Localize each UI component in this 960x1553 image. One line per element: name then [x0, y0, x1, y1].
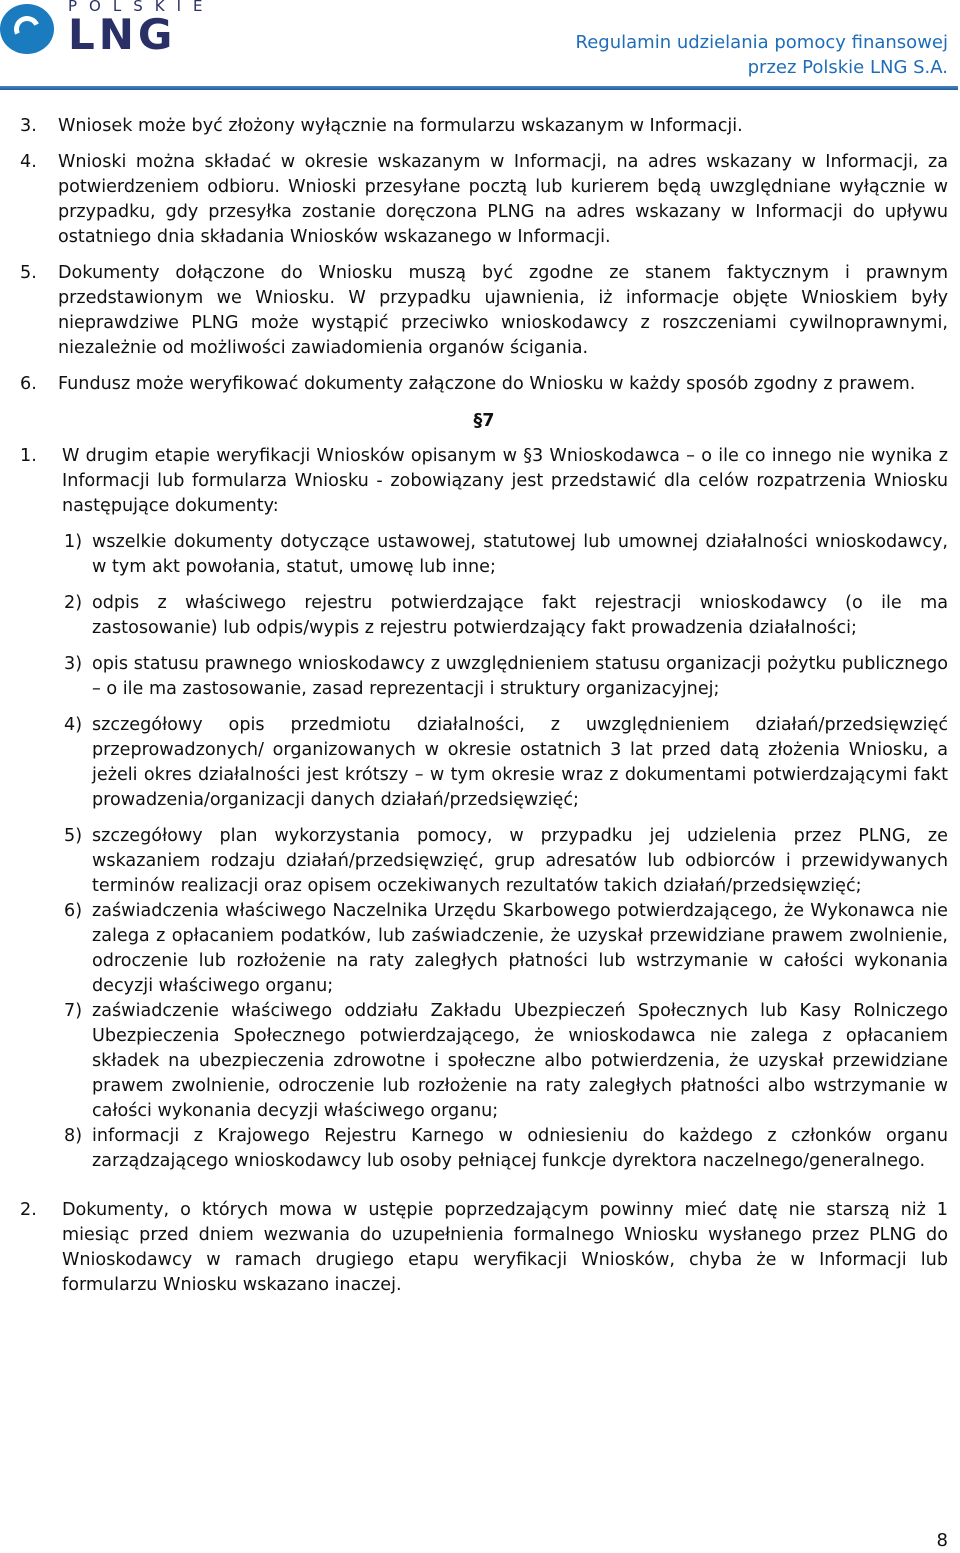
paragraph-3	[20, 114, 948, 139]
list-item	[20, 999, 948, 1124]
section7-point-2	[20, 1198, 948, 1298]
list-item	[20, 824, 948, 899]
list-item-text: odpis z właściwego rejestru potwierdzające fakt rejestracji wnioskodawcy (o ile ma zastosowanie) lub odpis/wypis z rejestru potwierdzający fakt prowadzenia działalności;	[92, 593, 948, 638]
paragraph-number: 2.	[20, 1200, 37, 1220]
logo-text-top: POLSKIE	[68, 0, 215, 15]
paragraph-text: Dokumenty dołączone do Wniosku muszą być zgodne ze stanem faktycznym i prawnym przedstawionym we Wniosku. W przypadku ujawnienia, iż informacje objęte Wnioskiem były nieprawdziwe PLNG może wystąpić przeciwko wnioskodawcy z roszczeniami cywilnoprawnymi, niezależnie od możliwości zawiadomienia organów ścigania.	[58, 263, 948, 358]
list-item-number: 1)	[64, 532, 83, 552]
document-title-line-2: przez Polskie LNG S.A.	[747, 57, 948, 78]
paragraph-text: Wniosek może być złożony wyłącznie na formularzu wskazanym w Informacji.	[58, 116, 743, 136]
paragraph-number: 1.	[20, 446, 37, 466]
list-item	[20, 713, 948, 813]
paragraph-number: 6.	[20, 374, 37, 394]
page-number: 8	[936, 1530, 948, 1551]
logo-text-main: LNG	[68, 10, 177, 59]
list-item-text: zaświadczenie właściwego oddziału Zakładu Ubezpieczeń Społecznych lub Kasy Rolniczego Ubezpieczenia Społecznego potwierdzającego, że wnioskodawca nie zalega z opłacaniem składek na ubezpieczenia zdrowotne i społeczne albo potwierdzenia, że uzyskał przewidziane prawem zwolnienie, odroczenie lub rozłożenie na raty zaległych płatności albo wstrzymanie w całości wykonania decyzji właściwego organu;	[92, 1001, 948, 1121]
list-item-text: szczegółowy opis przedmiotu działalności, z uwzględnieniem działań/przedsięwzięć przeprowadzonych/ organizowanych w okresie ostatnich 3 lat przed datą złożenia Wniosku, a jeżeli okres działalności jest krótszy – w tym okresie wraz z dokumentami potwierdzającymi fakt prowadzenia/organizacji danych działań/przedsięwzięć;	[92, 715, 948, 810]
document-body	[20, 114, 948, 1309]
list-item-text: wszelkie dokumenty dotyczące ustawowej, statutowej lub umownej działalności wnioskodawcy, w tym akt powołania, statut, umowę lub inne;	[92, 532, 948, 577]
list-item	[20, 899, 948, 999]
list-item-text: informacji z Krajowego Rejestru Karnego w odniesieniu do każdego z członków organu zarządzającego wnioskodawcy lub osoby pełniącej funkcje dyrektora naczelnego/generalnego.	[92, 1126, 948, 1171]
paragraph-number: 5.	[20, 263, 37, 283]
header-divider	[0, 86, 958, 90]
paragraph-text: Dokumenty, o których mowa w ustępie poprzedzającym powinny mieć datę nie starszą niż 1 miesiąc przed dniem wezwania do uzupełnienia formalnego Wniosku wysłanego przez PLNG do Wnioskodawcy w ramach drugiego etapu weryfikacji Wniosków, chyba że w Informacji lub formularzu Wniosku wskazano inaczej.	[62, 1200, 948, 1295]
section-heading: §7	[473, 411, 495, 431]
paragraph-text: Fundusz może weryfikować dokumenty załączone do Wniosku w każdy sposób zgodny z prawem.	[58, 374, 916, 394]
list-item	[20, 652, 948, 702]
list-item-number: 4)	[64, 715, 83, 735]
paragraph-number: 4.	[20, 152, 37, 172]
paragraph-number: 3.	[20, 116, 37, 136]
paragraph-text: W drugim etapie weryfikacji Wniosków opisanym w §3 Wnioskodawca – o ile co innego nie wynika z Informacji lub formularza Wniosku - zobowiązany jest przedstawić dla celów rozpatrzenia Wniosku następujące dokumenty:	[62, 446, 948, 516]
list-item-text: opis statusu prawnego wnioskodawcy z uwzględnieniem statusu organizacji pożytku publicznego – o ile ma zastosowanie, zasad reprezentacji i struktury organizacyjnej;	[92, 654, 948, 699]
list-item	[20, 591, 948, 641]
document-title	[576, 30, 948, 80]
paragraph-text: Wnioski można składać w okresie wskazanym w Informacji, na adres wskazany w Informacji, za potwierdzeniem odbioru. Wnioski przesyłane pocztą lub kurierem będą uwzględniane wyłącznie w przypadku, gdy przesyłka zostanie doręczona PLNG na adres wskazany w Informacji do upływu ostatniego dnia składania Wniosków wskazanego w Informacji.	[58, 152, 948, 247]
paragraph-5	[20, 261, 948, 361]
paragraph-4	[20, 150, 948, 250]
list-item-number: 7)	[64, 1001, 83, 1021]
logo-swirl-icon	[0, 4, 54, 54]
list-item	[20, 1124, 948, 1174]
list-item-number: 3)	[64, 654, 83, 674]
list-item-number: 6)	[64, 901, 83, 921]
paragraph-6	[20, 372, 948, 397]
page-header	[0, 0, 960, 92]
list-item-number: 8)	[64, 1126, 83, 1146]
list-item-text: szczegółowy plan wykorzystania pomocy, w przypadku jej udzielenia przez PLNG, ze wskazaniem rodzaju działań/przedsięwzięć, grup adresatów lub odbiorców i przewidywanych terminów realizacji oraz opisem oczekiwanych rezultatów takich działań/przedsięwzięć;	[92, 826, 948, 896]
list-item-number: 5)	[64, 826, 83, 846]
polskie-lng-logo	[0, 0, 230, 58]
list-item-text: zaświadczenia właściwego Naczelnika Urzędu Skarbowego potwierdzającego, że Wykonawca nie zalega z opłacaniem podatków, lub zaświadczenie, że uzyskał przewidziane prawem zwolnienie, odroczenie lub rozłożenie na raty zaległych płatności lub wstrzymanie w całości wykonania decyzji właściwego organu;	[92, 901, 948, 996]
list-item-number: 2)	[64, 593, 83, 613]
list-item	[20, 530, 948, 580]
section7-point-1	[20, 444, 948, 519]
document-title-line-1: Regulamin udzielania pomocy finansowej	[575, 32, 948, 53]
